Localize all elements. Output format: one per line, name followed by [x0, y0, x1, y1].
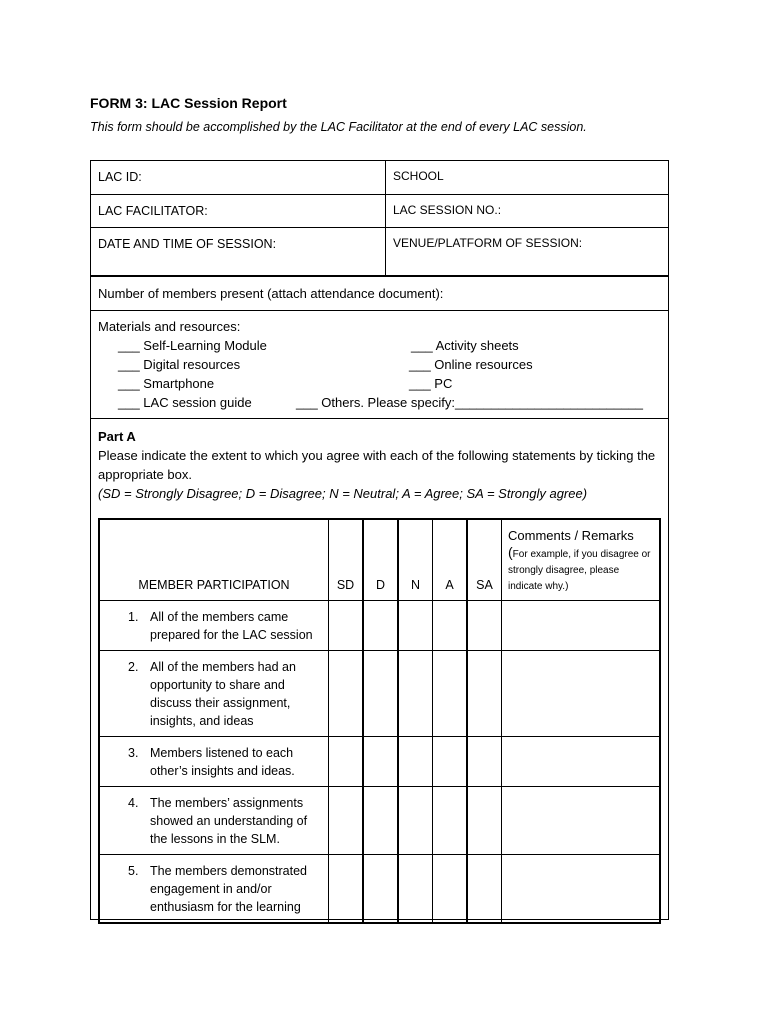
- option-online-resources[interactable]: ___ Online resources: [409, 357, 533, 372]
- rating-cell-n[interactable]: [398, 855, 433, 924]
- comments-cell[interactable]: [502, 651, 661, 737]
- comments-cell[interactable]: [502, 855, 661, 924]
- materials-label: Materials and resources:: [98, 319, 241, 334]
- rating-table: [98, 518, 661, 924]
- statement-text: All of the members came prepared for the LAC session: [150, 610, 313, 642]
- table-row: [99, 787, 660, 855]
- scale-d-header: D: [363, 519, 398, 601]
- rating-cell-sd[interactable]: [329, 787, 364, 855]
- comments-note: [508, 544, 651, 592]
- venue-field[interactable]: VENUE/PLATFORM OF SESSION:: [385, 228, 668, 275]
- scale-n-header: N: [398, 519, 433, 601]
- comments-header: [502, 519, 661, 601]
- rating-cell-n[interactable]: [398, 601, 433, 651]
- statement-text: Members listened to each other’s insights and ideas.: [150, 746, 295, 778]
- rating-cell-sd[interactable]: [329, 601, 364, 651]
- rating-cell-d[interactable]: [363, 737, 398, 787]
- form-frame: [90, 160, 669, 920]
- statement-text: The members demonstrated engagement in and/or enthusiasm for the learning: [150, 864, 308, 914]
- school-field[interactable]: SCHOOL: [385, 161, 668, 194]
- rating-cell-d[interactable]: [363, 787, 398, 855]
- scale-sa-header: SA: [467, 519, 502, 601]
- date-time-field[interactable]: DATE AND TIME OF SESSION:: [98, 237, 277, 251]
- statement-text: The members’ assignments showed an understanding of the lessons in the SLM.: [150, 796, 308, 846]
- table-row: [99, 737, 660, 787]
- option-smartphone[interactable]: ___ Smartphone: [118, 376, 215, 391]
- rating-cell-sa[interactable]: [467, 737, 502, 787]
- option-activity-sheets[interactable]: ___ Activity sheets: [411, 338, 519, 353]
- rating-cell-sa[interactable]: [467, 601, 502, 651]
- comments-cell[interactable]: [502, 737, 661, 787]
- part-a-instruction: Please indicate the extent to which you agree with each of the following statements by ticking the appropriate box.: [98, 448, 656, 482]
- statement-number: 2.: [128, 660, 139, 674]
- comments-paren: (: [508, 544, 513, 560]
- rating-cell-n[interactable]: [398, 737, 433, 787]
- rating-cell-sa[interactable]: [467, 855, 502, 924]
- statement-number: 4.: [128, 796, 139, 810]
- rating-cell-d[interactable]: [363, 855, 398, 924]
- statement-cell: [99, 651, 329, 737]
- statement-number: 5.: [128, 864, 139, 878]
- rating-cell-sa[interactable]: [467, 651, 502, 737]
- scale-sd-header: SD: [329, 519, 364, 601]
- session-no-field[interactable]: LAC SESSION NO.:: [385, 195, 668, 227]
- member-participation-header: MEMBER PARTICIPATION: [99, 519, 329, 601]
- rating-cell-sd[interactable]: [329, 855, 364, 924]
- facilitator-field[interactable]: LAC FACILITATOR:: [98, 204, 208, 218]
- option-lac-session-guide[interactable]: ___ LAC session guide: [118, 395, 252, 410]
- part-a-heading: Part A: [98, 429, 136, 444]
- members-present-field[interactable]: [91, 277, 668, 311]
- row-facilitator: [91, 195, 668, 228]
- row-date-venue: [91, 228, 668, 277]
- members-present-label: Number of members present (attach attendance document):: [98, 286, 444, 301]
- statement-text: All of the members had an opportunity to share and discuss their assignment, insights, and ideas: [150, 660, 296, 728]
- form-subtitle: This form should be accomplished by the LAC Facilitator at the end of every LAC session.: [90, 120, 587, 134]
- rating-cell-a[interactable]: [433, 787, 468, 855]
- statement-number: 3.: [128, 746, 139, 760]
- lac-id-field[interactable]: LAC ID:: [98, 170, 142, 184]
- option-self-learning-module[interactable]: ___ Self-Learning Module: [118, 338, 267, 353]
- rating-cell-n[interactable]: [398, 787, 433, 855]
- rating-cell-sd[interactable]: [329, 737, 364, 787]
- comments-note-text: For example, if you disagree or strongly disagree, please indicate why.): [508, 549, 651, 592]
- option-digital-resources[interactable]: ___ Digital resources: [118, 357, 241, 372]
- part-a-section: [91, 419, 668, 503]
- statement-cell: [99, 787, 329, 855]
- rating-cell-sa[interactable]: [467, 787, 502, 855]
- rating-cell-sd[interactable]: [329, 651, 364, 737]
- rating-cell-a[interactable]: [433, 601, 468, 651]
- part-a-legend: (SD = Strongly Disagree; D = Disagree; N = Neutral; A = Agree; SA = Strongly agree): [98, 486, 588, 501]
- table-row: [99, 651, 660, 737]
- statement-cell: [99, 737, 329, 787]
- rating-cell-a[interactable]: [433, 651, 468, 737]
- rating-cell-d[interactable]: [363, 651, 398, 737]
- statement-cell: [99, 855, 329, 924]
- scale-a-header: A: [433, 519, 468, 601]
- option-pc[interactable]: ___ PC: [409, 376, 453, 391]
- rating-cell-n[interactable]: [398, 651, 433, 737]
- materials-section: [91, 311, 668, 419]
- rating-cell-a[interactable]: [433, 737, 468, 787]
- rating-cell-a[interactable]: [433, 855, 468, 924]
- table-row: [99, 855, 660, 924]
- form-title: FORM 3: LAC Session Report: [90, 95, 287, 111]
- comments-cell[interactable]: [502, 787, 661, 855]
- comments-title: Comments / Remarks: [508, 528, 634, 543]
- rating-header-row: [99, 519, 660, 601]
- option-others[interactable]: ___ Others. Please specify:__________________________: [296, 395, 643, 410]
- row-lac-id: [91, 161, 668, 195]
- table-row: [99, 601, 660, 651]
- rating-cell-d[interactable]: [363, 601, 398, 651]
- statement-cell: [99, 601, 329, 651]
- comments-cell[interactable]: [502, 601, 661, 651]
- statement-number: 1.: [128, 610, 139, 624]
